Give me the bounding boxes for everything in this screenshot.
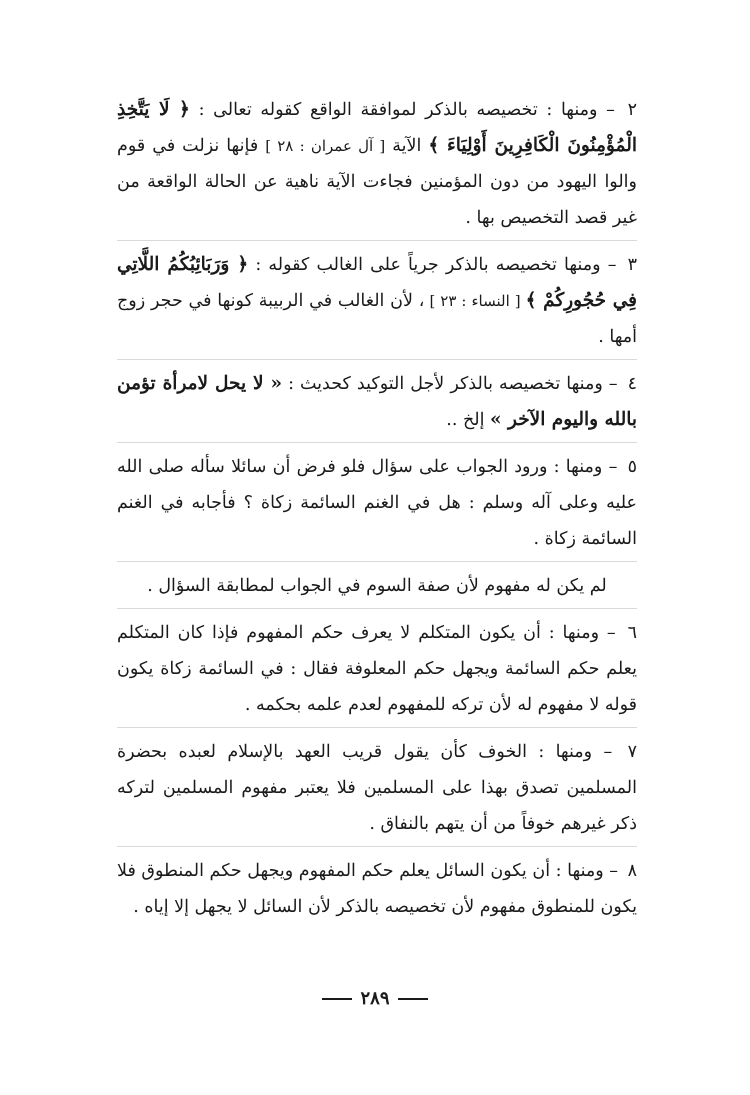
- paragraph-text: – ومنها تخصيصه بالذكر لأجل التوكيد كحديث :: [282, 374, 624, 394]
- item-number: ٢: [627, 100, 638, 120]
- paragraph-text: – ومنها : تخصيصه بالذكر لموافقة الواقع كقوله تعالى :: [189, 100, 624, 120]
- verse-reference: [ النساء : ٢٣ ]: [424, 292, 526, 310]
- footer-dash: [398, 998, 428, 1000]
- paragraph-text: إلخ ..: [446, 410, 490, 430]
- paragraph-3: [117, 247, 637, 360]
- paragraph-text: – ومنها تخصيصه بالذكر جرياً على الغالب كقوله :: [248, 255, 624, 275]
- verse-reference: [ آل عمران : ٢٨ ]: [265, 137, 386, 155]
- paragraph-6: [117, 615, 637, 728]
- page-body: [117, 92, 637, 935]
- item-number: ٣: [627, 255, 637, 275]
- paragraph-text: الآية: [385, 136, 429, 156]
- hadith-quote: « لا يحل لامرأة تؤمن بالله واليوم الآخر »: [117, 373, 637, 430]
- paragraph-text: – ومنها : الخوف كأن يقول قريب العهد بالإسلام لعبده بحضرة المسلمين تصدق بهذا على المسلمين فلا يعتبر مفهوم المسلمين لتركه ذكر غيرهم خوفاً من أن يتهم بالنفاق .: [117, 742, 637, 834]
- page-number: ٢٨٩: [360, 988, 390, 1009]
- paragraph-4: [117, 366, 637, 443]
- paragraph-text: – ومنها : أن يكون المتكلم لا يعرف حكم المفهوم فإذا كان المتكلم يعلم حكم السائمة ويجهل حكم المعلوفة فقال : في السائمة زكاة يكون قوله لا مفهوم له لأن تركه للمفهوم لعدم علمه بحكمه .: [117, 623, 637, 715]
- paragraph-2: [117, 92, 637, 241]
- footer-dash: [322, 998, 352, 1000]
- paragraph-5-conclusion: [117, 568, 637, 609]
- paragraph-7: [117, 734, 637, 847]
- item-number: ٨: [627, 861, 637, 881]
- paragraph-text: ، لأن الغالب في الربيبة كونها في حجر زوج أمها .: [117, 291, 637, 347]
- paragraph-text: – ومنها : أن يكون السائل يعلم حكم المفهوم ويجهل حكم المنطوق فلا يكون للمنطوق مفهوم لأن تخصيصه بالذكر لأن السائل لا يجهل إلا إياه .: [117, 861, 637, 917]
- item-number: ٧: [627, 742, 637, 762]
- page-footer: [0, 988, 750, 1009]
- paragraph-5: [117, 449, 637, 562]
- item-number: ٦: [627, 623, 637, 643]
- quran-verse: ﴿ لَا يَتَّخِذِ الْمُؤْمِنُونَ الْكَافِرِينَ أَوْلِيَاءَ ﴾: [117, 99, 637, 156]
- quran-verse: ﴿ وَرَبَائِبُكُمُ اللَّاتِي فِي حُجُورِكُمْ ﴾: [117, 254, 638, 311]
- paragraph-text: – ومنها : ورود الجواب على سؤال فلو فرض أن سائلا سأله صلى الله عليه وعلى آله وسلم : هل في الغنم السائمة زكاة ؟ فأجابه في الغنم السائمة زكاة .: [117, 457, 637, 549]
- item-number: ٤: [627, 374, 637, 394]
- paragraph-text: فإنها نزلت في قوم والوا اليهود من دون المؤمنين فجاءت الآية ناهية عن الحالة الواقعة من غير قصد التخصيص بها .: [117, 136, 637, 228]
- paragraph-text: لم يكن له مفهوم لأن صفة السوم في الجواب لمطابقة السؤال .: [147, 576, 607, 596]
- item-number: ٥: [627, 457, 637, 477]
- paragraph-8: [117, 853, 637, 929]
